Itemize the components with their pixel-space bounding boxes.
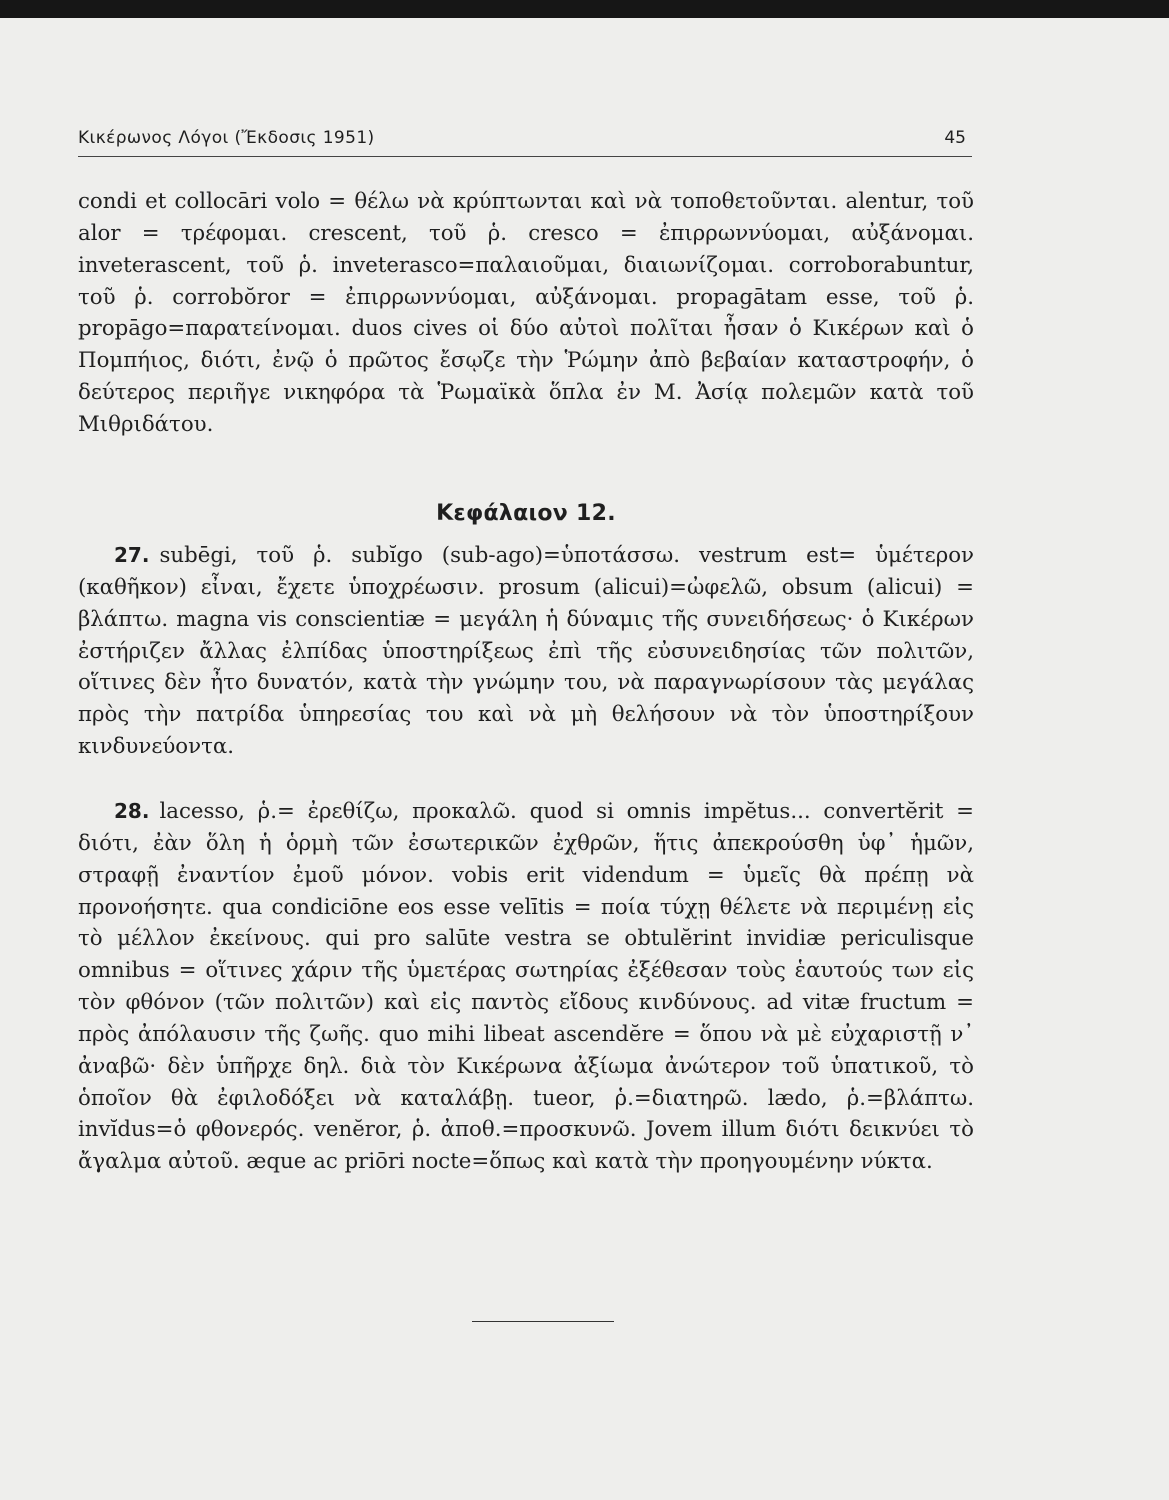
- header-rule: [78, 156, 972, 157]
- section-28: [78, 796, 974, 1178]
- section-number: 27.: [114, 543, 150, 567]
- section-text: lacesso, ῥ.= ἐρεθίζω, προκαλῶ. quod si omnis impĕtus... convertĕrit = διότι, ἐὰν ὅλη ἡ ὁρμὴ τῶν ἐσωτερικῶν ἐχθρῶν, ἥτις ἀπεκρούσθη ὑφ᾽ ἡμῶν, στραφῇ ἐναντίον ἐμοῦ μόνον. vobis erit videndum = ὑμεῖς θὰ πρέπῃ νὰ προνοήσητε. qua condiciōne eos esse velītis = ποία τύχῃ θέλετε νὰ περιμένῃ εἰς τὸ μέλλον ἐκείνους. qui pro salūte vestra se obtulĕrint invidiæ periculisque omnibus = οἵτινες χάριν τῆς ὑμετέρας σωτηρίας ἐξέθεσαν τοὺς ἑαυτούς των εἰς τὸν φθόνον (τῶν πολιτῶν) καὶ εἰς παντὸς εἴδους κινδύνους. ad vitæ fructum = πρὸς ἀπόλαυσιν τῆς ζωῆς. quo mihi libeat ascendĕre = ὅπου νὰ μὲ εὐχαριστῇ ν᾽ ἀναβῶ· δὲν ὑπῆρχε δηλ. διὰ τὸν Κικέρωνα ἀξίωμα ἀνώτερον τοῦ ὑπατικοῦ, τὸ ὁποῖον θὰ ἐφιλοδόξει νὰ καταλάβῃ. tueor, ῥ.=διατηρῶ. lædo, ῥ.=βλάπτω. invĭdus=ὁ φθονερός. venĕror, ῥ. ἀποθ.=προσκυνῶ. Jovem illum διότι δεικνύει τὸ ἄγαλμα αὐτοῦ. æque ac priōri nocte=ὅπως καὶ κατὰ τὴν προηγουμένην νύκτα.: [78, 799, 974, 1175]
- footer-rule: [472, 1321, 614, 1322]
- intro-paragraph: condi et collocāri volo = θέλω νὰ κρύπτωνται καὶ νὰ τοποθετοῦνται. alentur, τοῦ alor = τρέφομαι. crescent, τοῦ ῥ. cresco = ἐπιρρωννύομαι, αὐξάνομαι. inveterascent, τοῦ ῥ. inveterasco=παλαιοῦμαι, διαιωνίζομαι. corroborabuntur, τοῦ ῥ. corrobŏror = ἐπιρρωννύομαι, αὐξάνομαι. propagātam esse, τοῦ ῥ. propāgo=παρατείνομαι. duos cives οἱ δύο αὐτοὶ πολῖται ἦσαν ὁ Κικέρων καὶ ὁ Πομπήιος, διότι, ἐνῷ ὁ πρῶτος ἔσῳζε τὴν Ῥώμην ἀπὸ βεβαίαν καταστροφήν, ὁ δεύτερος περιῆγε νικηφόρα τὰ Ῥωμαϊκὰ ὅπλα ἐν Μ. Ἀσίᾳ πολεμῶν κατὰ τοῦ Μιθριδάτου.: [78, 189, 974, 437]
- section-text: subēgi, τοῦ ῥ. subĭgo (sub-ago)=ὑποτάσσω. vestrum est= ὑμέτερον (καθῆκον) εἶναι, ἔχετε ὑποχρέωσιν. prosum (alicui)=ὠφελῶ, obsum (alicui) = βλάπτω. magna vis conscientiæ = μεγάλη ἡ δύναμις τῆς συνειδήσεως· ὁ Κικέρων ἐστήριζεν ἄλλας ἐλπίδας ὑποστηρίξεως ἐπὶ τῆς εὐσυνειδησίας τῶν πολιτῶν, οἵτινες δὲν ἦτο δυνατόν, κατὰ τὴν γνώμην του, νὰ παραγνωρίσουν τὰς μεγάλας πρὸς τὴν πατρίδα ὑπηρεσίας του καὶ νὰ μὴ θελήσουν νὰ τὸν ὑποστηρίξουν κινδυνεύοντα.: [78, 543, 974, 760]
- section-27: [78, 540, 974, 763]
- scan-top-edge: [0, 0, 1169, 18]
- section-number: 28.: [114, 799, 150, 823]
- page-number: 45: [944, 128, 966, 148]
- chapter-heading: Κεφάλαιον 12.: [436, 501, 616, 526]
- running-head: Κικέρωνος Λόγοι (Ἔκδοσις 1951): [78, 128, 375, 148]
- page-header: [78, 128, 972, 152]
